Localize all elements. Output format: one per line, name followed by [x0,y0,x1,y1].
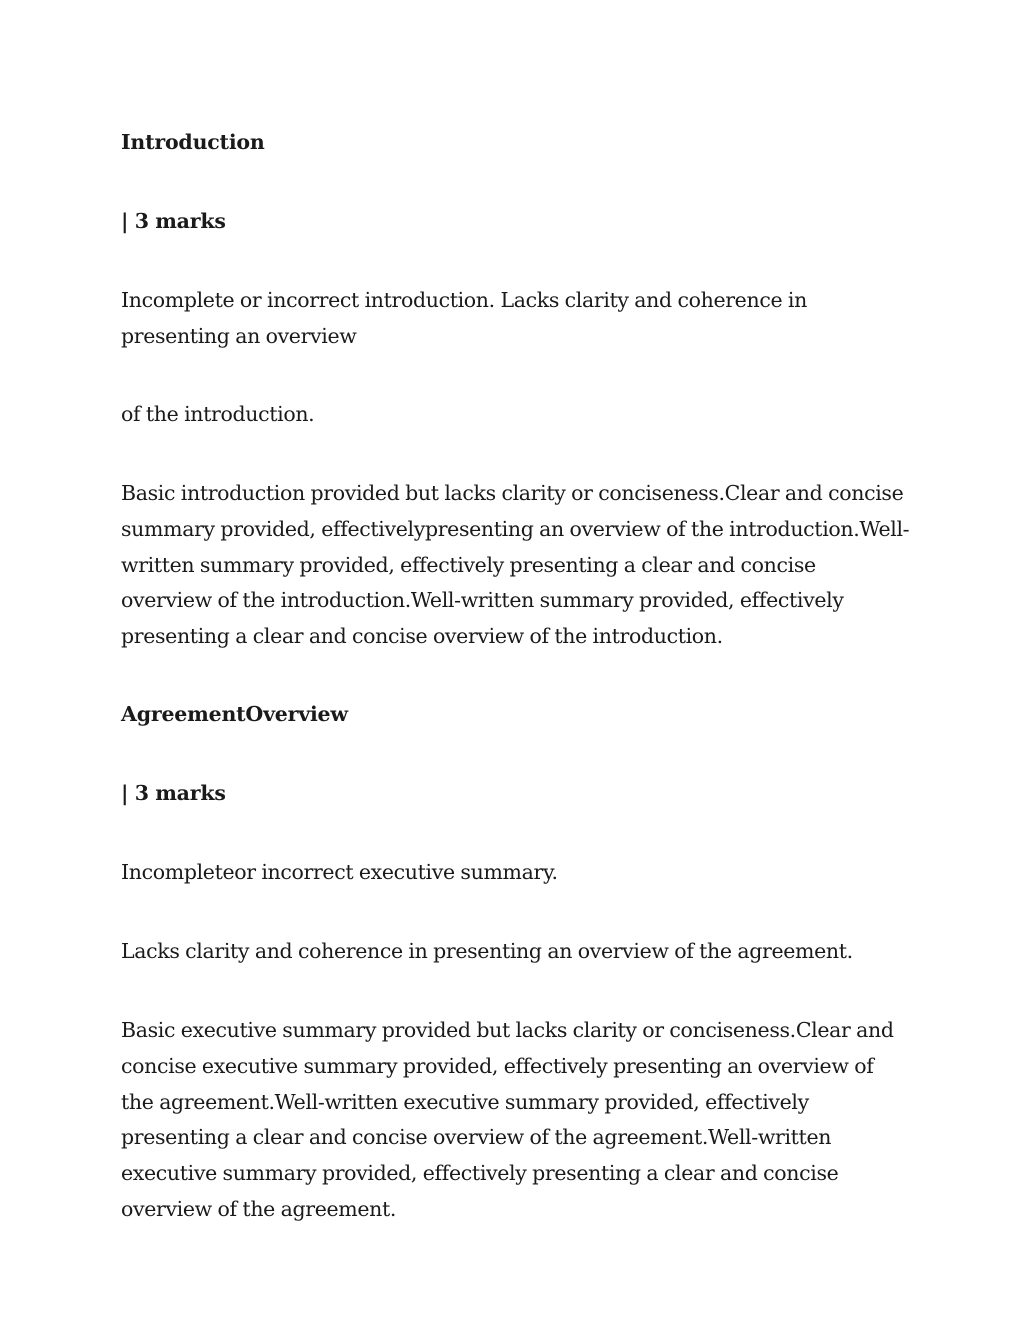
criterion-text-clarity: Lacks clarity and coherence in presenting an overview of the agreement. [121,939,853,963]
criterion-text-levels: Basic introduction provided but lacks clarity or conciseness.Clear and concise summary provided, effectivelypresenting an overview of the introduction.Well-written summary provided, effectively presenting a clear and concise overview of the introduction.Well-written summary provided, effectively presenting a clear and concise overview of the introduction. [121,481,910,649]
criterion-text-incomplete: Incompleteor incorrect executive summary. [121,860,558,884]
criterion-text-incomplete: Incomplete or incorrect introduction. Lacks clarity and coherence in presenting an overview [121,288,807,348]
section-marks-agreement-overview: | 3 marks [121,781,226,805]
section-marks-introduction: | 3 marks [121,209,226,233]
criterion-text-continuation: of the introduction. [121,402,315,426]
section-heading-agreement-overview: AgreementOverview [121,702,348,726]
section-heading-introduction: Introduction [121,130,265,154]
criterion-text-levels: Basic executive summary provided but lacks clarity or conciseness.Clear and concise executive summary provided, effectively presenting an overview of the agreement.Well-written executive summary provided, effectively presenting a clear and concise overview of the agreement.Well-written executive summary provided, effectively presenting a clear and concise overview of the agreement. [121,1018,894,1221]
